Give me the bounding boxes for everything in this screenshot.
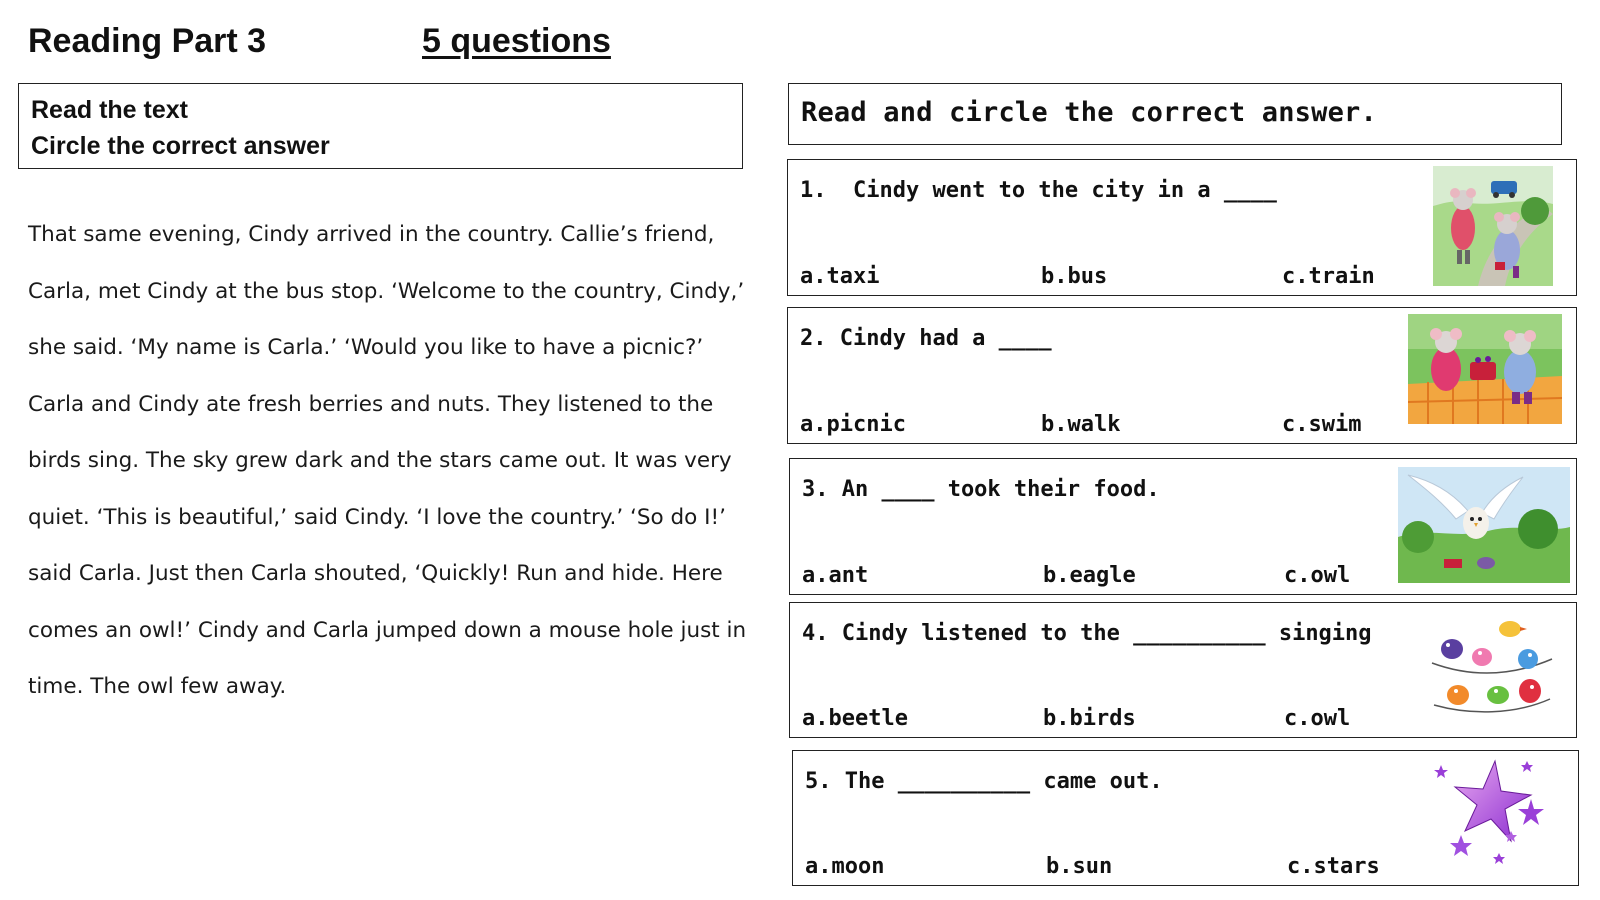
question-5-option-c[interactable]: c.stars — [1287, 854, 1380, 879]
question-3-option-b[interactable]: b.eagle — [1043, 563, 1136, 588]
mice-bus-stop-picture — [1433, 166, 1553, 286]
instruction-box — [18, 83, 743, 169]
answer-instruction: Read and circle the correct answer. — [801, 97, 1377, 128]
question-2-option-c[interactable]: c.swim — [1282, 412, 1362, 437]
question-4-text: 4. Cindy listened to the __________ singing — [802, 621, 1372, 646]
page-title: Reading Part 3 — [28, 22, 267, 60]
owl-flying-picture — [1398, 467, 1570, 583]
question-2-option-b[interactable]: b.walk — [1041, 412, 1121, 437]
instruction-circle: Circle the correct answer — [31, 132, 330, 160]
question-1-text: 1. Cindy went to the city in a ____ — [800, 178, 1277, 203]
question-4 — [789, 602, 1577, 738]
question-4-option-c[interactable]: c.owl — [1284, 706, 1351, 731]
purple-stars-picture — [1431, 757, 1551, 869]
question-5-text: 5. The __________ came out. — [805, 769, 1163, 794]
question-4-option-a[interactable]: a.beetle — [802, 706, 908, 731]
mice-picnic-picture — [1408, 314, 1562, 424]
answer-instruction-box — [788, 83, 1562, 145]
question-1-option-c[interactable]: c.train — [1282, 264, 1375, 289]
reading-passage: That same evening, Cindy arrived in the country. Callie’s friend, Carla, met Cindy at the bus stop. ‘Welcome to the country, Cindy,’ she said. ‘My name is Carla.’ ‘Would you like to have a picnic?’ Carla and Cindy ate fresh berries and nuts. They listened to the birds sing. The sky grew dark and the stars came out. It was very quiet. ‘This is beautiful,’ said Cindy. ‘I love the country.’ ‘So do I!’ said Carla. Just then Carla shouted, ‘Quickly! Run and hide. Here comes an owl!’ Cindy and Carla jumped down a mouse hole just in time. The owl few away. — [28, 222, 747, 699]
question-5-option-b[interactable]: b.sun — [1046, 854, 1113, 879]
instruction-read: Read the text — [31, 96, 188, 124]
question-4-option-b[interactable]: b.birds — [1043, 706, 1136, 731]
question-2-text: 2. Cindy had a ____ — [800, 326, 1052, 351]
question-2-option-a[interactable]: a.picnic — [800, 412, 906, 437]
question-3-option-a[interactable]: a.ant — [802, 563, 869, 588]
question-3-text: 3. An ____ took their food. — [802, 477, 1160, 502]
question-3 — [789, 458, 1577, 595]
question-1 — [787, 159, 1577, 296]
question-5-option-a[interactable]: a.moon — [805, 854, 885, 879]
question-2 — [787, 307, 1577, 444]
birds-on-wire-picture — [1430, 615, 1558, 723]
question-1-option-a[interactable]: a.taxi — [800, 264, 880, 289]
question-count-heading: 5 questions — [422, 22, 611, 60]
question-5 — [792, 750, 1579, 886]
question-1-option-b[interactable]: b.bus — [1041, 264, 1108, 289]
question-3-option-c[interactable]: c.owl — [1284, 563, 1351, 588]
